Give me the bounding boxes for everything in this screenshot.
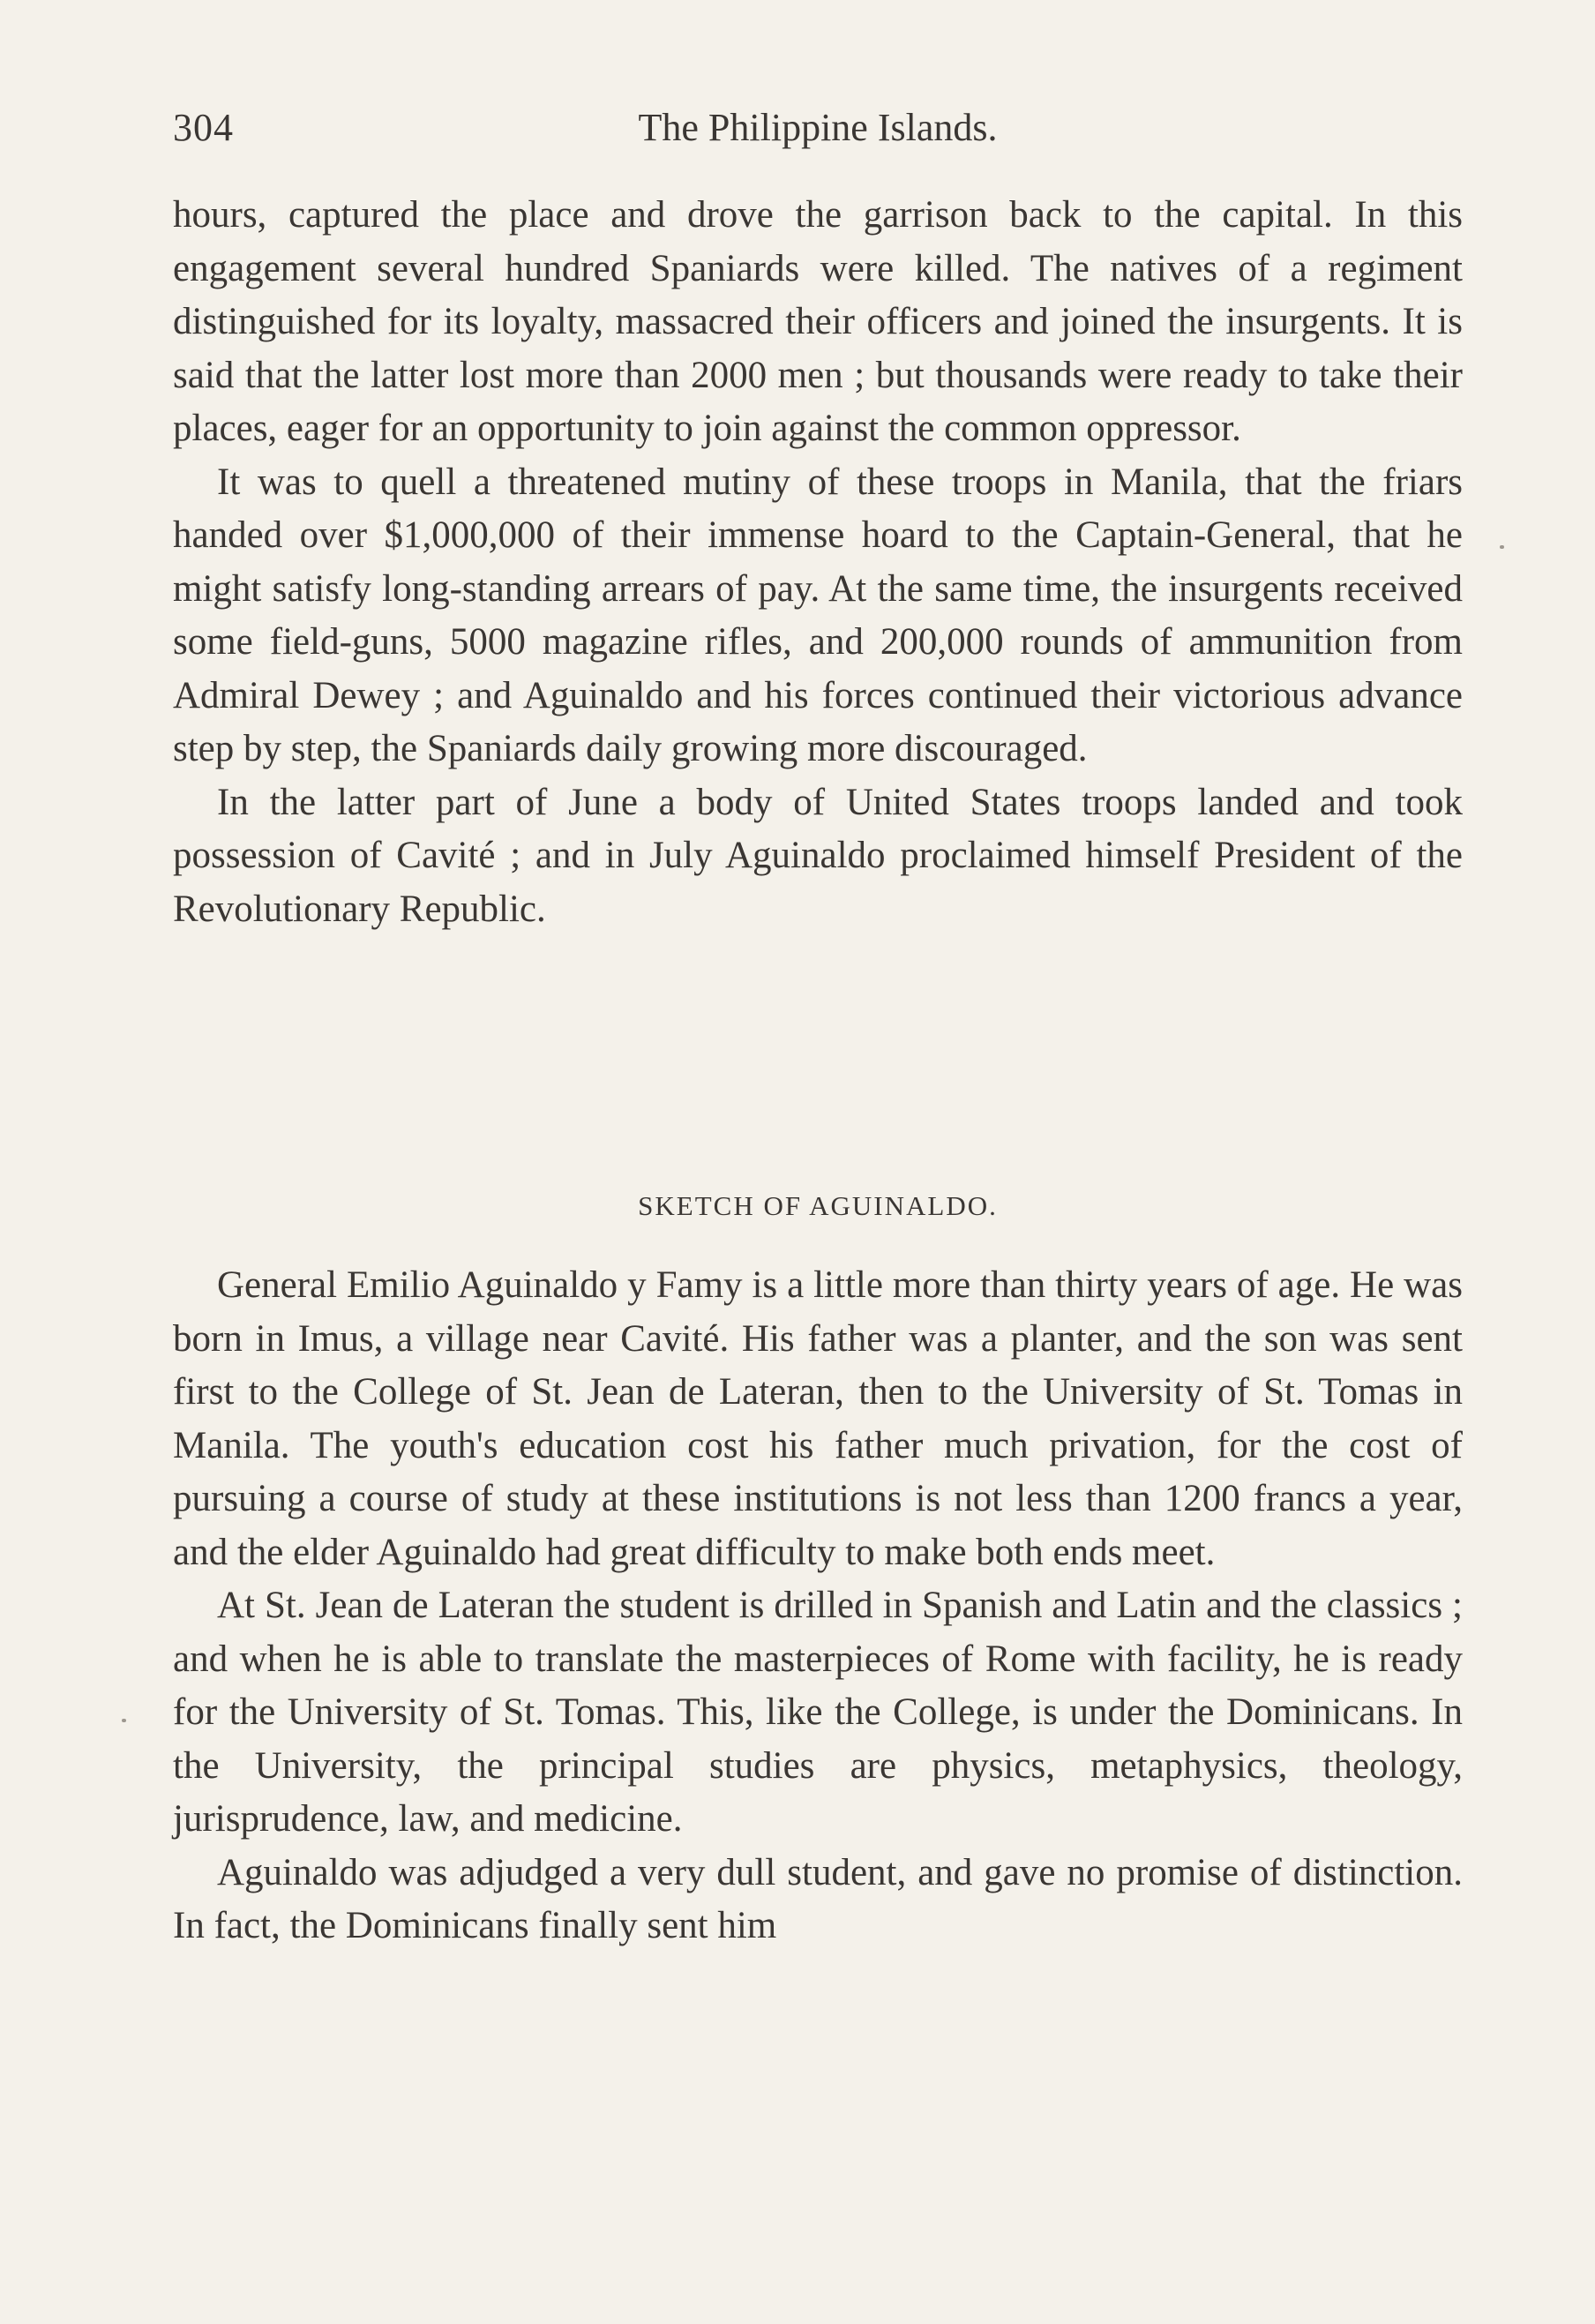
paragraph: General Emilio Aguinaldo y Famy is a little more than thirty years of age. He was born in Imus, a village near Cavité. His father was a planter, and the son was sent first to the College of St. Jean de Lateran, then to the University of St. Tomas in Manila. The youth's education cost his father much privation, for the cost of pursuing a course of study at these institutions is not less than 1200 francs a year, and the elder Aguinaldo had great difficulty to make both ends meet. bbox=[173, 1264, 1463, 1573]
text-block-after-heading bbox=[173, 1259, 1463, 1953]
section-heading: SKETCH OF AGUINALDO. bbox=[638, 1190, 998, 1221]
paragraph: hours, captured the place and drove the garrison back to the capital. In this engagement several hundred Spaniards were killed. The natives of a regiment distinguished for its loyalty, massacred their officers and joined the insurgents. It is said that the latter lost more than 2000 men ; but thousands were ready to take their places, eager for an opportunity to join against the common oppressor. bbox=[173, 194, 1463, 449]
running-title: The Philippine Islands. bbox=[638, 106, 998, 149]
text-block-before-heading bbox=[173, 189, 1463, 936]
paragraph: In the latter part of June a body of United States troops landed and took possession of Cavité ; and in July Aguinaldo proclaimed himself President of the Revolutionary Republic. bbox=[173, 781, 1463, 930]
paragraph: At St. Jean de Lateran the student is drilled in Spanish and Latin and the classics ; and when he is able to translate the masterpieces of Rome with facility, he is ready for the University of St. Tomas. This, like the College, is under the Dominicans. In the University, the principal studies are physics, metaphysics, theology, jurisprudence, law, and medicine. bbox=[173, 1585, 1463, 1840]
paper-speck bbox=[1500, 545, 1504, 549]
paragraph: It was to quell a threatened mutiny of these troops in Manila, that the friars handed over $1,000,000 of their immense hoard to the Captain-General, that he might satisfy long-standing arrears of pay. At the same time, the insurgents received some field-guns, 5000 magazine rifles, and 200,000 rounds of ammunition from Admiral Dewey ; and Aguinaldo and his forces continued their victorious advance step by step, the Spaniards daily growing more discouraged. bbox=[173, 461, 1463, 769]
paper-speck bbox=[122, 1719, 126, 1722]
running-head bbox=[173, 97, 1463, 159]
paragraph: Aguinaldo was adjudged a very dull student, and gave no promise of distinction. In fact, the Dominicans finally sent him bbox=[173, 1851, 1463, 1946]
page-number: 304 bbox=[173, 106, 234, 149]
